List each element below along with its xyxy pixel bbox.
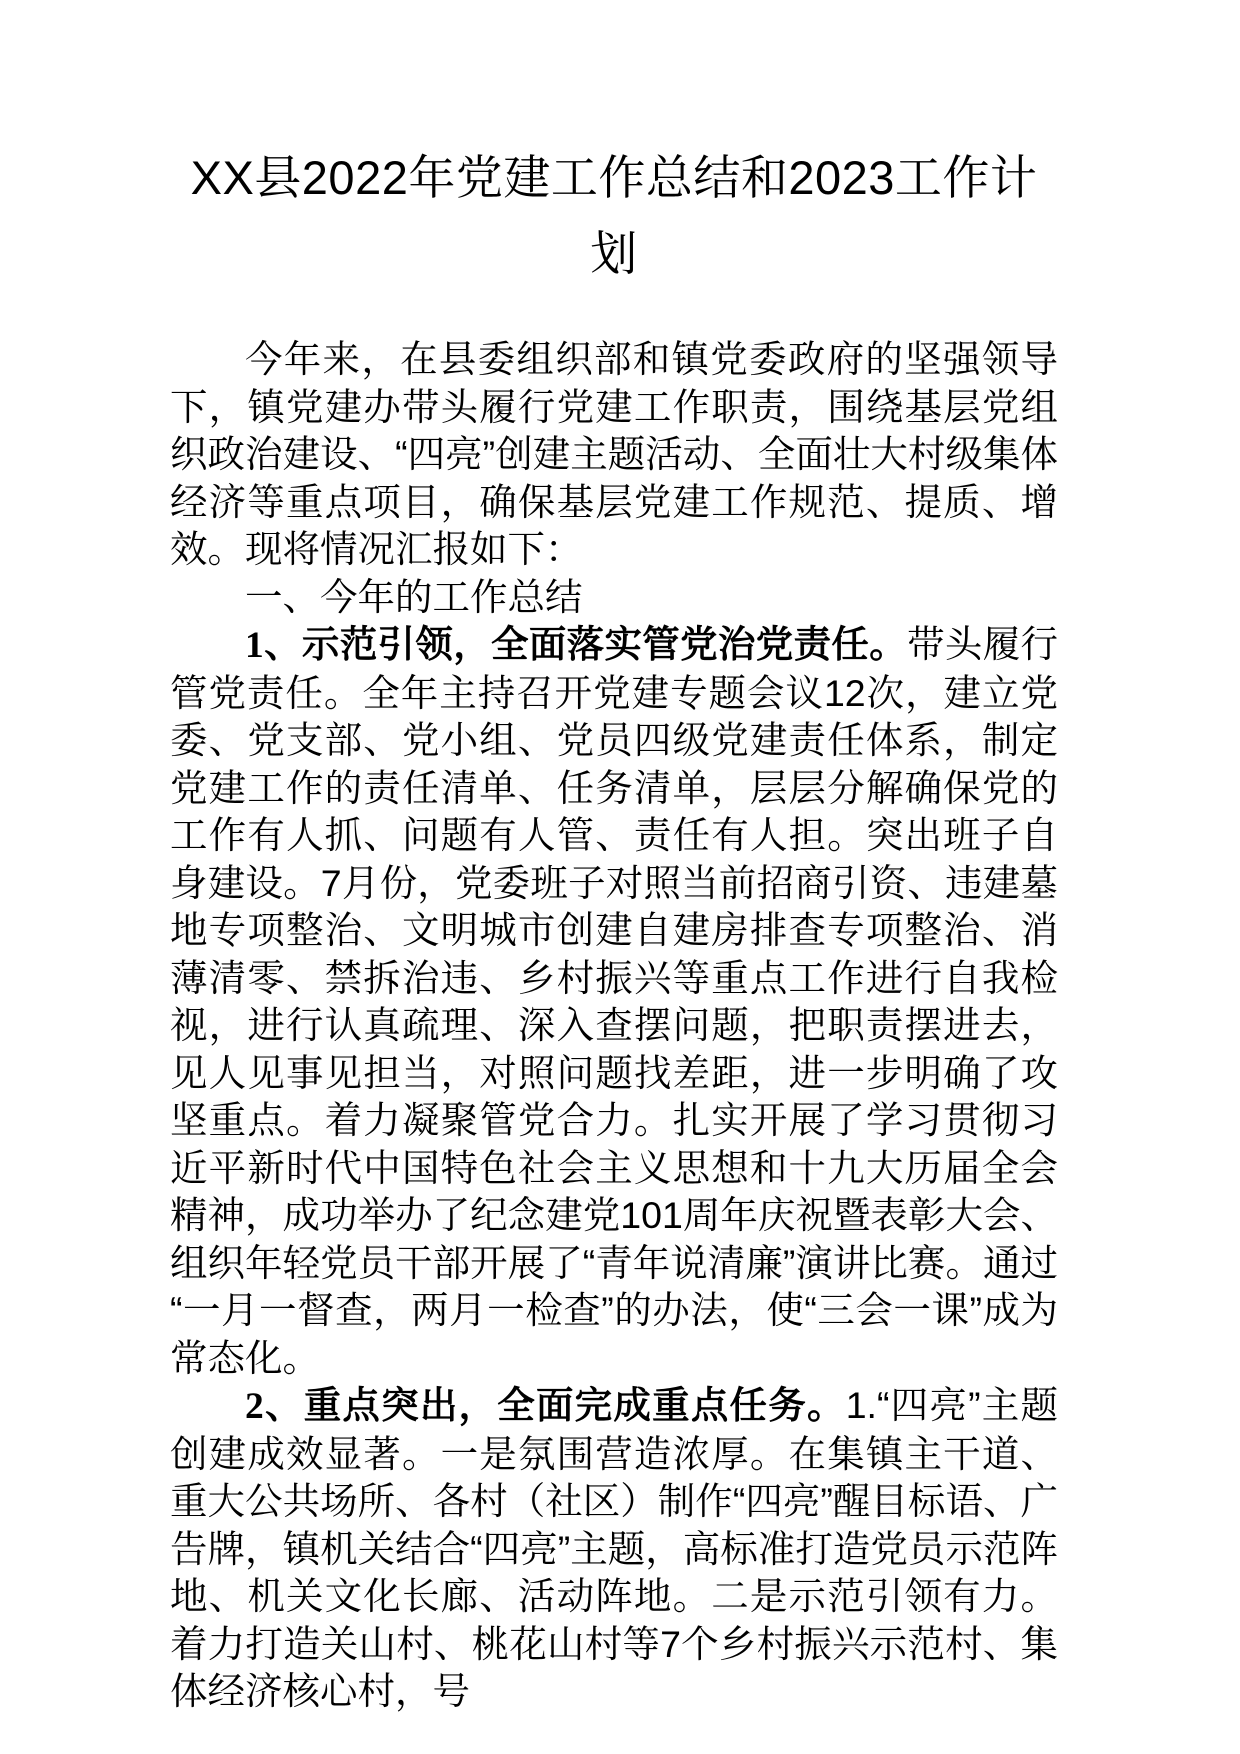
paragraph-item-1: [170, 621, 1058, 1382]
document-content: [170, 0, 1058, 1716]
item-1-body: 带头履行管党责任。全年主持召开党建专题会议12次，建立党委、党支部、党小组、党员四级党建责任体系，制定党建工作的责任清单、任务清单，层层分解确保党的工作有人抓、问题有人管、责任有人担。突出班子自身建设。7月份，党委班子对照当前招商引资、违建墓地专项整治、文明城市创建自建房排查专项整治、消薄清零、禁拆治违、乡村振兴等重点工作进行自我检视，进行认真疏理、深入查摆问题，把职责摆进去，见人见事见担当，对照问题找差距，进一步明确了攻坚重点。着力凝聚管党合力。扎实开展了学习贯彻习近平新时代中国特色社会主义思想和十九大历届全会精神，成功举办了纪念建党101周年庆祝暨表彰大会、组织年轻党员干部开展了“青年说清廉”演讲比赛。通过“一月一督查，两月一检查”的办法，使“三会一课”成为常态化。: [170, 623, 1059, 1379]
paragraph-intro: 今年来，在县委组织部和镇党委政府的坚强领导下，镇党建办带头履行党建工作职责，围绕基层党组织政治建设、“四亮”创建主题活动、全面壮大村级集体经济等重点项目，确保基层党建工作规范、提质、增效。现将情况汇报如下：: [170, 338, 1058, 571]
document-body: [170, 336, 1058, 1716]
item-1-bold-lead: 示范引领，全面落实管党治党责任。: [301, 623, 908, 666]
section-heading-one: 一、今年的工作总结: [245, 575, 583, 618]
item-1-number: 1、: [245, 625, 302, 667]
item-2-number: 2、: [245, 1386, 304, 1428]
paragraph-item-2: [170, 1382, 1058, 1716]
item-2-bold-lead: 重点突出，全面完成重点任务。: [303, 1384, 846, 1427]
page-title: XX县2022年党建工作总结和2023工作计划: [190, 151, 1038, 281]
item-2-body: 1.“四亮”主题创建成效显著。一是氛围营造浓厚。在集镇主干道、重大公共场所、各村（社区）制作“四亮”醒目标语、广告牌，镇机关结合“四亮”主题，高标准打造党员示范阵地、机关文化长廊、活动阵地。二是示范引领有力。着力打造关山村、桃花山村等7个乡村振兴示范村、集体经济核心村，号: [170, 1384, 1059, 1713]
